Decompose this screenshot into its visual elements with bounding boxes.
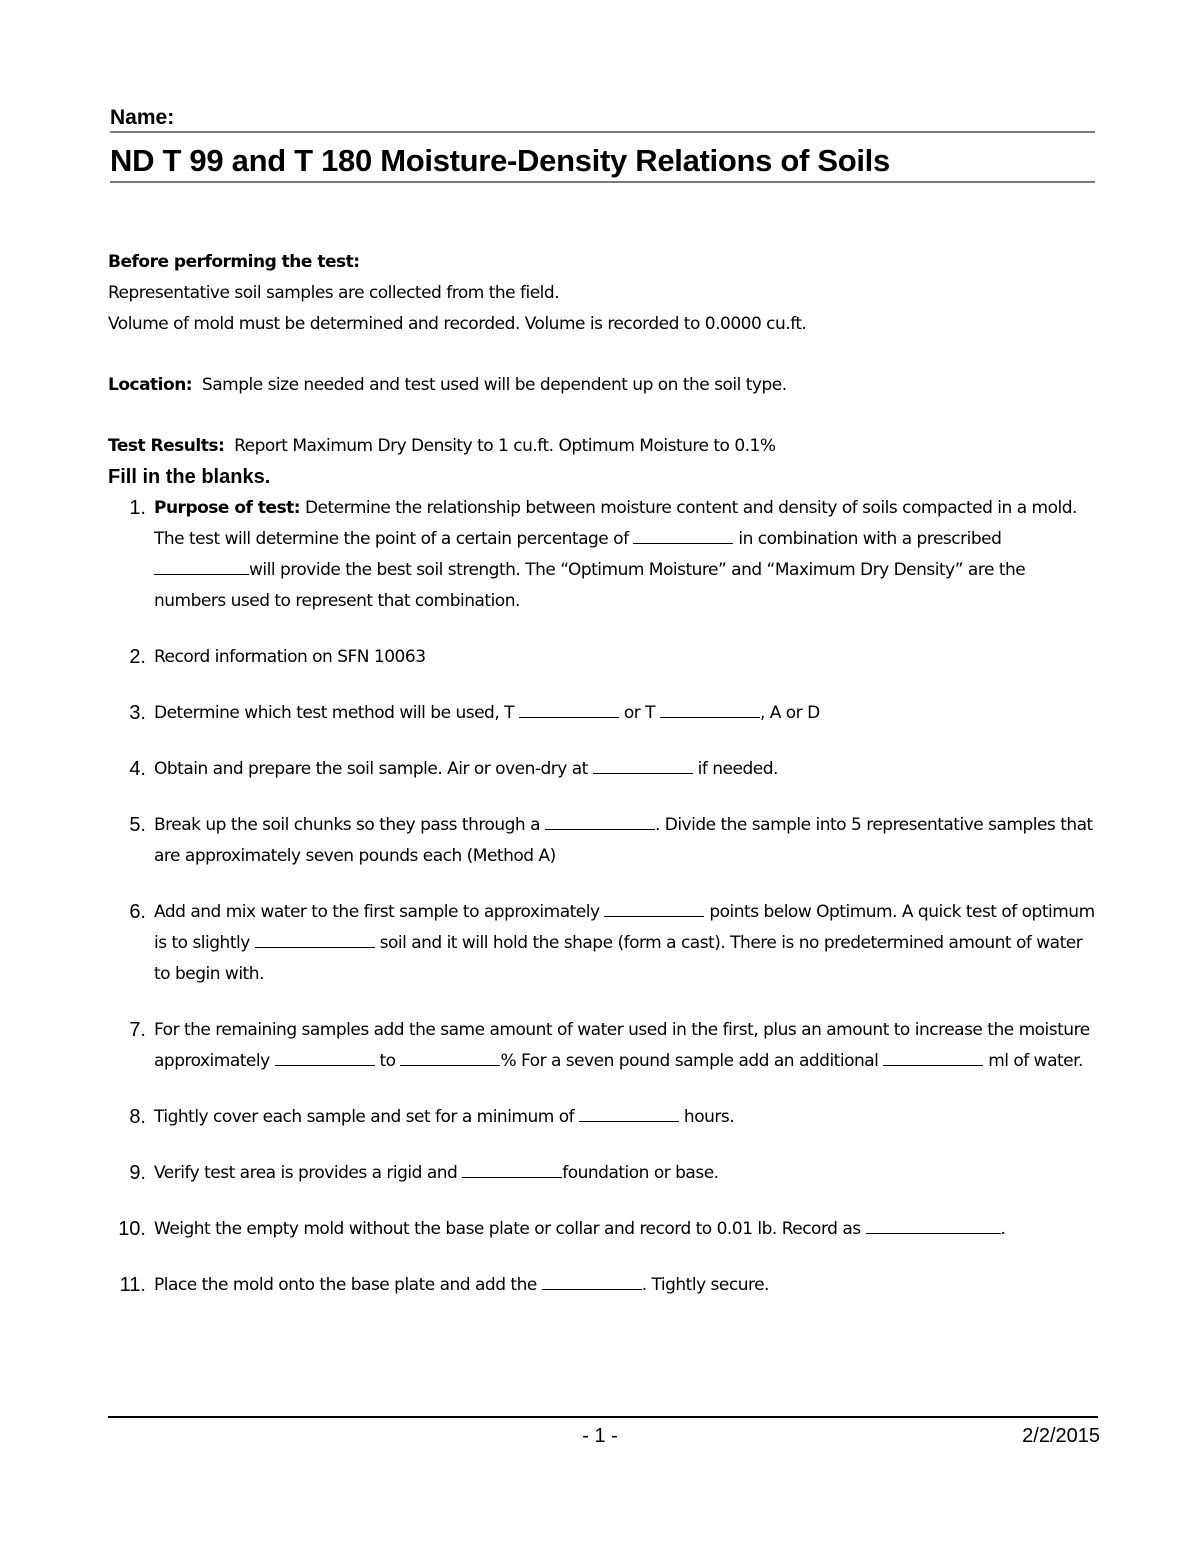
- list-item-4: [108, 754, 1098, 785]
- answer-blank[interactable]: [579, 1103, 679, 1122]
- item-text: Tightly cover each sample and set for a minimum of: [154, 1107, 580, 1127]
- item-text: Determine which test method will be used, T: [154, 703, 519, 723]
- item-number: 1.: [129, 497, 146, 519]
- answer-blank[interactable]: [542, 1271, 642, 1290]
- answer-blank[interactable]: [275, 1047, 375, 1066]
- list-item-10: [108, 1214, 1098, 1245]
- document-body: [108, 247, 1098, 1326]
- results-paragraph: [108, 431, 1098, 462]
- item-text: foundation or base.: [562, 1163, 719, 1183]
- item-number: 10.: [118, 1218, 146, 1240]
- item-text: hours.: [679, 1107, 735, 1127]
- list-item-3: [108, 698, 1098, 729]
- item-text: For the remaining samples add the same amount of water used in the first, plus an amount to increase the moisture approximately: [154, 1020, 1090, 1071]
- page-number: - 1 -: [582, 1425, 618, 1447]
- list-item-1: [108, 493, 1098, 617]
- answer-blank[interactable]: [604, 898, 704, 917]
- item-text: will provide the best soil strength. The “Optimum Moisture” and “Maximum Dry Density” are the numbers used to represent that combination.: [154, 560, 1026, 611]
- answer-blank[interactable]: [633, 525, 733, 544]
- header-rule-top: [110, 131, 1095, 133]
- item-number: 6.: [129, 901, 146, 923]
- answer-blank[interactable]: [154, 556, 249, 575]
- page-title: ND T 99 and T 180 Moisture-Density Relations of Soils: [110, 143, 890, 178]
- location-paragraph: [108, 370, 1098, 401]
- answer-blank[interactable]: [866, 1215, 1001, 1234]
- answer-blank[interactable]: [660, 699, 760, 718]
- location-text: Sample size needed and test used will be dependent up on the soil type.: [201, 375, 787, 395]
- item-label: Purpose of test:: [154, 498, 301, 518]
- name-label: Name:: [110, 106, 175, 129]
- item-text: ml of water.: [983, 1051, 1083, 1071]
- fill-heading: Fill in the blanks.: [108, 466, 271, 488]
- item-text: . Tightly secure.: [641, 1275, 769, 1295]
- before-heading: Before performing the test:: [108, 252, 360, 272]
- answer-blank[interactable]: [883, 1047, 983, 1066]
- list-item-11: [108, 1270, 1098, 1301]
- item-number: 3.: [129, 702, 146, 724]
- answer-blank[interactable]: [255, 929, 375, 948]
- item-text: Record information on SFN 10063: [154, 647, 426, 667]
- item-text: or T: [618, 703, 660, 723]
- item-text: % For a seven pound sample add an additional: [500, 1051, 884, 1071]
- item-text: Break up the soil chunks so they pass through a: [154, 815, 545, 835]
- item-number: 11.: [119, 1274, 146, 1296]
- item-text: in combination with a prescribed: [733, 529, 1002, 549]
- item-number: 4.: [129, 758, 146, 780]
- footer-rule: [108, 1416, 1098, 1418]
- item-text: . Divide the sample into 5 representative samples that are approximately seven pounds each (Method A): [154, 815, 1093, 866]
- item-text: Obtain and prepare the soil sample. Air or oven-dry at: [154, 759, 593, 779]
- footer-date: 2/2/2015: [1022, 1425, 1100, 1447]
- item-text: points below Optimum. A quick test of optimum is to slightly: [154, 902, 1095, 953]
- item-number: 8.: [129, 1106, 146, 1128]
- item-number: 7.: [129, 1019, 146, 1041]
- item-text: Weight the empty mold without the base plate or collar and record to 0.01 lb. Record as: [154, 1219, 866, 1239]
- item-text: , A or D: [759, 703, 820, 723]
- location-label: Location:: [108, 375, 193, 395]
- before-line-2: Volume of mold must be determined and recorded. Volume is recorded to 0.0000 cu.ft.: [108, 314, 807, 334]
- item-text: to: [374, 1051, 401, 1071]
- answer-blank[interactable]: [545, 811, 655, 830]
- answer-blank[interactable]: [462, 1159, 562, 1178]
- item-number: 2.: [129, 646, 146, 668]
- item-text: Place the mold onto the base plate and add the: [154, 1275, 542, 1295]
- list-item-9: [108, 1158, 1098, 1189]
- item-number: 5.: [129, 814, 146, 836]
- before-line-1: Representative soil samples are collected from the field.: [108, 283, 560, 303]
- item-text: Determine the relationship between moisture content and density of soils compacted in a mold. The test will determine the point of a certain percentage of: [154, 498, 1077, 549]
- results-text: Report Maximum Dry Density to 1 cu.ft. Optimum Moisture to 0.1%: [234, 436, 776, 456]
- item-text: .: [1000, 1219, 1006, 1239]
- item-text: soil and it will hold the shape (form a cast). There is no predetermined amount of water to begin with.: [154, 933, 1083, 984]
- results-label: Test Results:: [108, 436, 225, 456]
- list-item-5: [108, 810, 1098, 872]
- list-item-6: [108, 897, 1098, 990]
- list-item-8: [108, 1102, 1098, 1133]
- answer-blank[interactable]: [519, 699, 619, 718]
- item-text: Verify test area is provides a rigid and: [154, 1163, 463, 1183]
- item-number: 9.: [129, 1162, 146, 1184]
- item-text: if needed.: [692, 759, 778, 779]
- list-item-7: [108, 1015, 1098, 1077]
- list-item-2: [108, 642, 1098, 673]
- answer-blank[interactable]: [593, 755, 693, 774]
- header-rule-bottom: [110, 181, 1095, 183]
- item-text: Add and mix water to the first sample to approximately: [154, 902, 605, 922]
- answer-blank[interactable]: [400, 1047, 500, 1066]
